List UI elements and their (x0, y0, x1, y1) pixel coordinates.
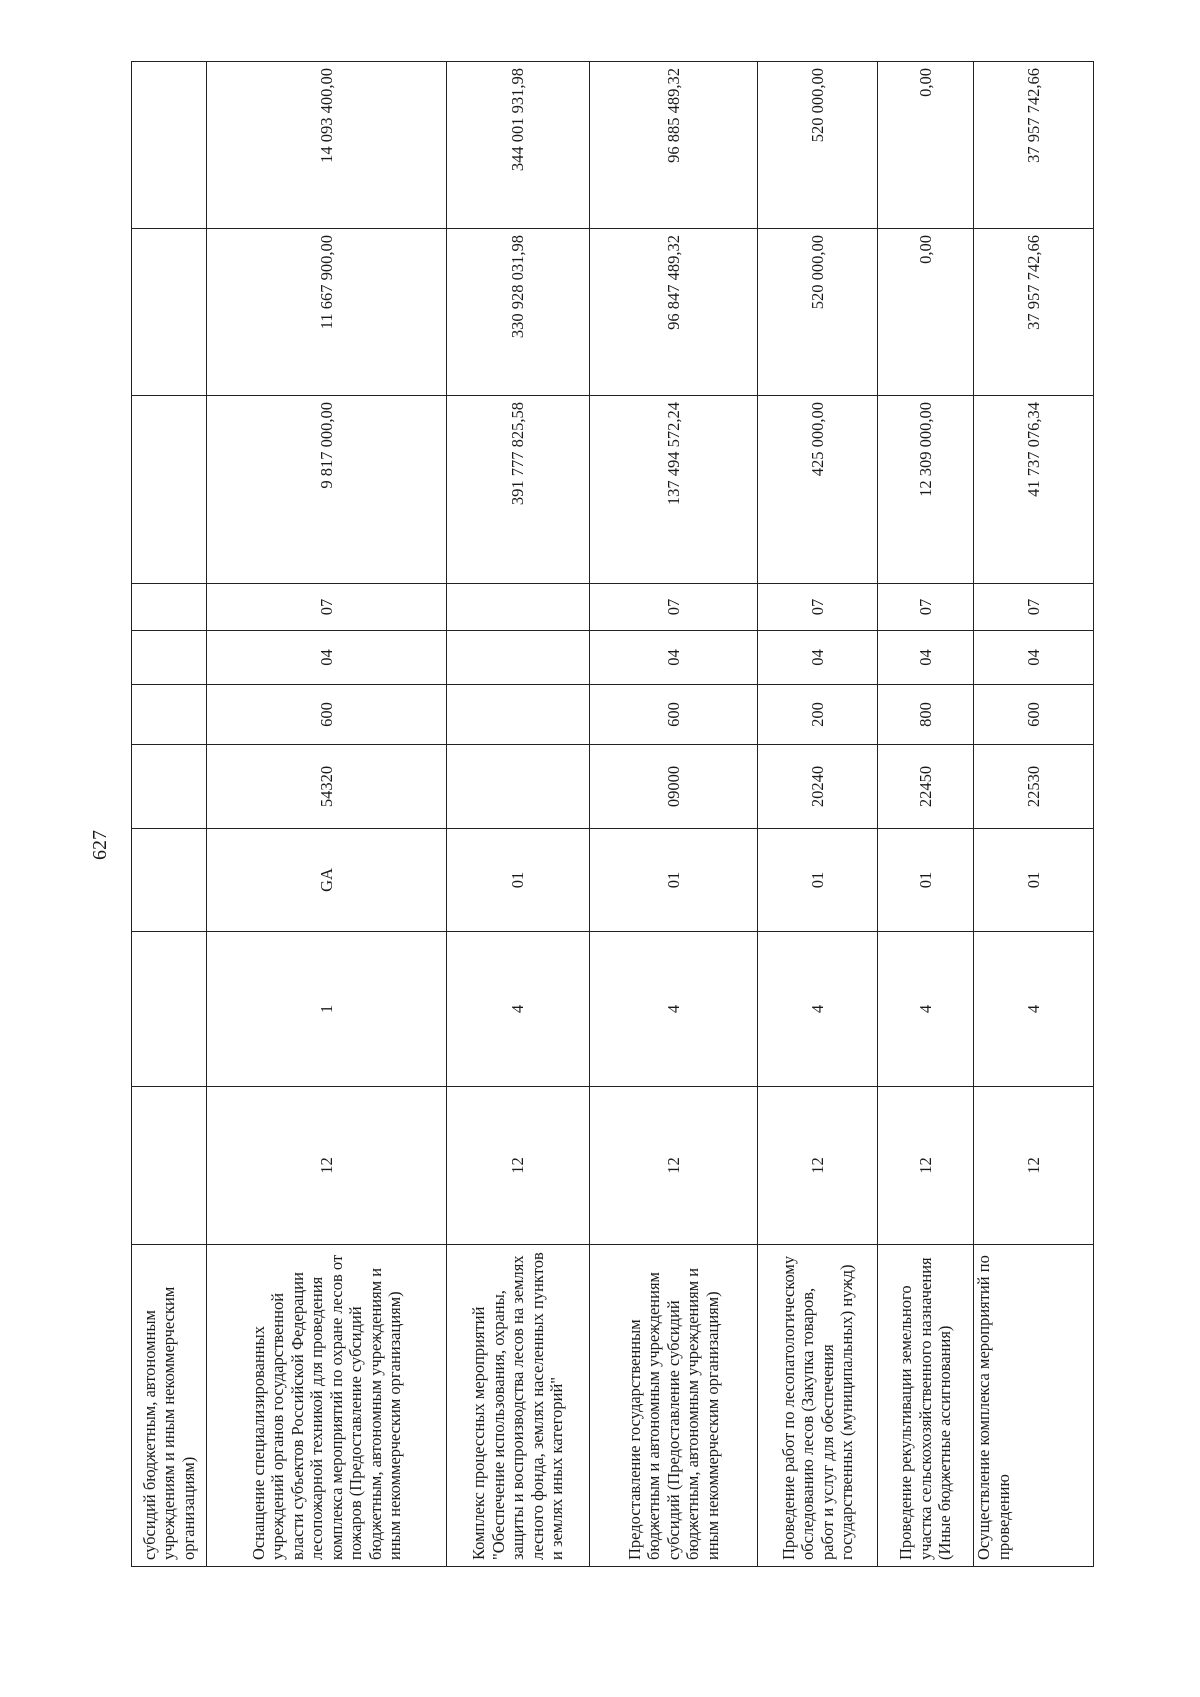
cell-subprogram: 1 (207, 932, 447, 1087)
cell-amount-year1 (132, 396, 207, 584)
cell-expense-type: 600 (974, 685, 1094, 745)
cell-subsection: 07 (974, 584, 1094, 631)
cell-program (132, 1087, 207, 1245)
page-number: 627 (89, 830, 111, 860)
table-row (132, 62, 207, 1567)
budget-table (131, 61, 1094, 1567)
cell-section: 04 (590, 631, 758, 685)
cell-section (132, 631, 207, 685)
cell-direction (447, 745, 590, 829)
cell-subsection: 07 (878, 584, 974, 631)
row-description: Комплекс процессных мероприятий "Обеспечение использования, охраны, защиты и воспроизводства лесов на землях лесного фонда, землях населенных пунктов и землях иных категорий" (447, 1245, 590, 1567)
cell-project: 01 (878, 829, 974, 932)
cell-direction: 09000 (590, 745, 758, 829)
cell-project: 01 (758, 829, 878, 932)
cell-subprogram: 4 (974, 932, 1094, 1087)
cell-direction: 54320 (207, 745, 447, 829)
cell-section: 04 (758, 631, 878, 685)
cell-amount-year2 (132, 229, 207, 396)
cell-amount-year2: 11 667 900,00 (207, 229, 447, 396)
cell-project: 01 (590, 829, 758, 932)
cell-direction: 22450 (878, 745, 974, 829)
cell-project: 01 (974, 829, 1094, 932)
cell-subsection (447, 584, 590, 631)
cell-expense-type (132, 685, 207, 745)
cell-expense-type (447, 685, 590, 745)
table-body (132, 62, 1094, 1567)
cell-direction: 20240 (758, 745, 878, 829)
cell-amount-year3: 96 885 489,32 (590, 62, 758, 229)
cell-expense-type: 600 (590, 685, 758, 745)
cell-amount-year2: 37 957 742,66 (974, 229, 1094, 396)
row-description: Проведение рекультивации земельного участка сельскохозяйственного назначения (Иные бюджетные ассигнования) (878, 1245, 974, 1567)
table-row (758, 62, 878, 1567)
table-row (974, 62, 1094, 1567)
cell-amount-year3 (132, 62, 207, 229)
table-row (447, 62, 590, 1567)
cell-amount-year2: 0,00 (878, 229, 974, 396)
row-description: субсидий бюджетным, автономным учреждениям и иным некоммерческим организациям) (132, 1245, 207, 1567)
cell-program: 12 (447, 1087, 590, 1245)
table-row (878, 62, 974, 1567)
cell-section: 04 (878, 631, 974, 685)
cell-project (132, 829, 207, 932)
row-description: Оснащение специализированных учреждений органов государственной власти субъектов Российской Федерации лесопожарной техникой для проведения комплекса мероприятий по охране лесов от пожаров (Предоставление субсидий бюджетным, автономным учреждениям и иным некоммерческим организациям) (207, 1245, 447, 1567)
cell-subsection: 07 (207, 584, 447, 631)
cell-subsection: 07 (758, 584, 878, 631)
cell-expense-type: 600 (207, 685, 447, 745)
cell-program: 12 (207, 1087, 447, 1245)
cell-project: GA (207, 829, 447, 932)
cell-subsection (132, 584, 207, 631)
cell-direction (132, 745, 207, 829)
row-description: Осуществление комплекса мероприятий по проведению (974, 1245, 1094, 1567)
cell-program: 12 (758, 1087, 878, 1245)
cell-program: 12 (878, 1087, 974, 1245)
table-row (590, 62, 758, 1567)
row-description: Проведение работ по лесопатологическому обследованию лесов (Закупка товаров, работ и услуг для обеспечения государственных (муниципальных) нужд) (758, 1245, 878, 1567)
cell-amount-year3: 344 001 931,98 (447, 62, 590, 229)
cell-subprogram (132, 932, 207, 1087)
cell-amount-year2: 96 847 489,32 (590, 229, 758, 396)
cell-amount-year1: 425 000,00 (758, 396, 878, 584)
cell-amount-year3: 37 957 742,66 (974, 62, 1094, 229)
rotated-table-container (131, 62, 1093, 1567)
cell-amount-year3: 0,00 (878, 62, 974, 229)
cell-program: 12 (974, 1087, 1094, 1245)
table-row (207, 62, 447, 1567)
cell-amount-year1: 12 309 000,00 (878, 396, 974, 584)
cell-section (447, 631, 590, 685)
row-description: Предоставление государственным бюджетным и автономным учреждениям субсидий (Предоставление субсидий бюджетным, автономным учреждениям и иным некоммерческим организациям) (590, 1245, 758, 1567)
cell-amount-year3: 14 093 400,00 (207, 62, 447, 229)
cell-subsection: 07 (590, 584, 758, 631)
cell-expense-type: 800 (878, 685, 974, 745)
cell-subprogram: 4 (878, 932, 974, 1087)
cell-subprogram: 4 (590, 932, 758, 1087)
cell-direction: 22530 (974, 745, 1094, 829)
cell-section: 04 (207, 631, 447, 685)
cell-amount-year1: 391 777 825,58 (447, 396, 590, 584)
cell-amount-year1: 137 494 572,24 (590, 396, 758, 584)
cell-amount-year1: 9 817 000,00 (207, 396, 447, 584)
cell-subprogram: 4 (758, 932, 878, 1087)
cell-amount-year2: 520 000,00 (758, 229, 878, 396)
cell-subprogram: 4 (447, 932, 590, 1087)
cell-amount-year2: 330 928 031,98 (447, 229, 590, 396)
cell-amount-year1: 41 737 076,34 (974, 396, 1094, 584)
cell-expense-type: 200 (758, 685, 878, 745)
cell-amount-year3: 520 000,00 (758, 62, 878, 229)
cell-project: 01 (447, 829, 590, 932)
cell-program: 12 (590, 1087, 758, 1245)
cell-section: 04 (974, 631, 1094, 685)
